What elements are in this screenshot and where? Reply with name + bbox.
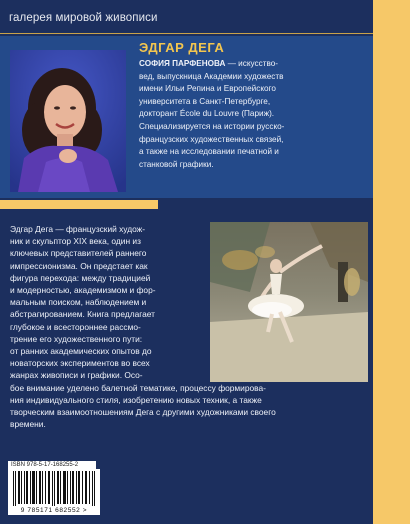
- book-title: ЭДГАР ДЕГА: [139, 40, 225, 55]
- description-line: фигура перехода: между традицией: [10, 272, 151, 283]
- bio-line: французских художественных связей,: [139, 134, 284, 144]
- bio-line: станковой графики.: [139, 159, 214, 169]
- author-bio: [139, 58, 365, 171]
- series-title: галерея мировой живописи: [9, 12, 158, 24]
- barcode-number: 9 785171 682552 >: [8, 506, 100, 515]
- barcode: [8, 469, 100, 507]
- author-portrait-image: [10, 50, 126, 192]
- description-line: жанрах живописи и графики. Осо-: [10, 370, 143, 381]
- description-line: новаторских экспериментов во всех: [10, 358, 150, 369]
- description-line: абстрагированием. Книга предлагает: [10, 309, 156, 320]
- barcode-bars-image: [8, 469, 100, 507]
- author-photo: [10, 50, 126, 192]
- description-line: от ранних академических опытов до: [10, 346, 152, 357]
- bio-line: СОФИЯ ПАРФЕНОВА — искусство-: [139, 59, 278, 68]
- description-line: импрессионизма. Он предстает как: [10, 260, 148, 271]
- book-description: [10, 223, 365, 430]
- bio-line: докторант École du Louvre (Париж).: [139, 109, 275, 119]
- bio-line: имени Ильи Репина и Европейского: [139, 84, 276, 94]
- description-line: ключевых представителей раннего: [10, 248, 147, 259]
- bio-line: вед, выпускница Академии художеств: [139, 71, 284, 81]
- description-line: творческим взаимоотношениям Дега с другими художниками своего: [10, 407, 276, 418]
- description-line: ния индивидуального стиля, изобретению новых техник, а также: [10, 394, 262, 405]
- description-line: глубокое и всестороннее рассмо-: [10, 321, 141, 332]
- bio-line: а также на исследовании печатной и: [139, 147, 279, 157]
- description-line: и модерностью, академизмом и фор-: [10, 285, 156, 296]
- description-line: ник и скульптор XIX века, один из: [10, 236, 141, 247]
- description-line: бое внимание уделено балетной тематике, процессу формирова-: [10, 382, 266, 393]
- bio-line: университета в Санкт-Петербурге,: [139, 96, 271, 106]
- description-line: Эдгар Дега — французский худож-: [10, 224, 146, 234]
- description-line: мальным поиском, наблюдением и: [10, 297, 147, 308]
- accent-bar: [0, 200, 158, 209]
- author-name: СОФИЯ ПАРФЕНОВА: [139, 59, 226, 68]
- description-line: трение его художественного пути:: [10, 333, 143, 344]
- description-line: времени.: [10, 419, 46, 430]
- series-divider: [0, 33, 373, 34]
- isbn-label: ISBN 978-5-17-168255-2: [8, 461, 96, 469]
- bio-line: Специализируется на истории русско-: [139, 121, 285, 131]
